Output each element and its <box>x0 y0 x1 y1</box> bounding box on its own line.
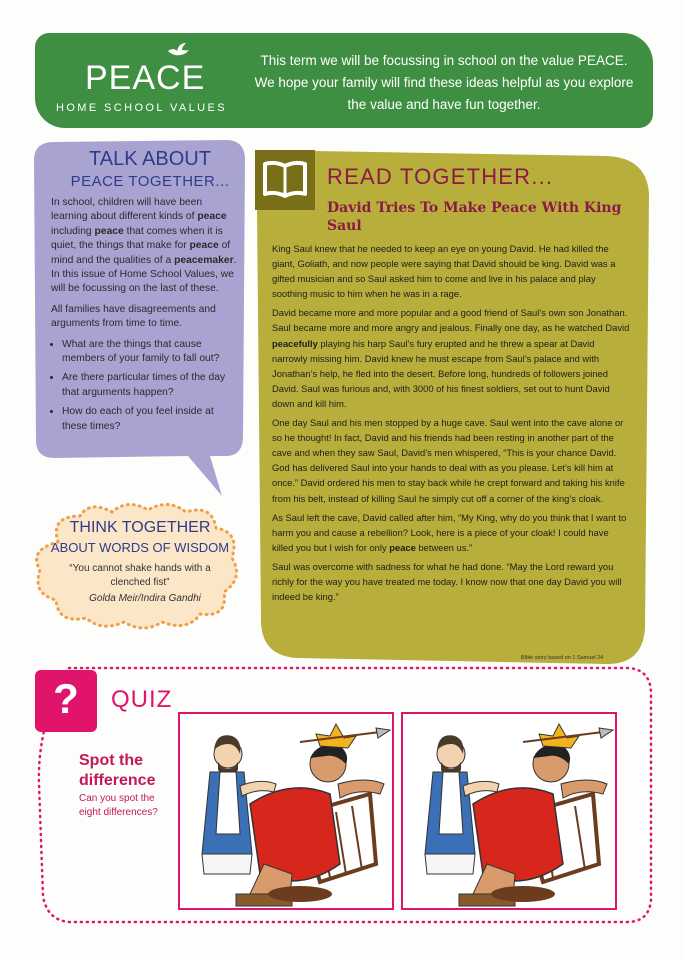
intro-line: the value and have fun together. <box>347 97 541 112</box>
dove-icon <box>166 42 190 58</box>
spot-difference-picture-b[interactable] <box>401 712 617 910</box>
question-list <box>51 338 237 434</box>
talk-paragraph: In school, children will have been learning about different kinds of peace including peace that comes when it is quiet, the things that make for peace of mind and the qualities of a peacemaker. In this issue of Home School Values, we will be focussing on the last of these. <box>51 197 237 295</box>
talk-paragraph: All families have disagreements and arguments from time to time. <box>51 303 216 330</box>
list-item: • What are the things that cause members of your family to fall out? <box>62 338 237 367</box>
quote-attribution: Golda Meir/Indira Gandhi <box>89 593 201 604</box>
list-item: • Are there particular times of the day that arguments happen? <box>62 371 237 400</box>
wisdom-quote: “You cannot shake hands with a clenched fist” <box>69 563 211 588</box>
story-paragraph: Saul was overcome with sadness for what he had done. “May the Lord reward you richly for the way you have treated me today. I know now that one day David you will indeed be king.” <box>272 560 622 603</box>
story-credit: Bible story based on 1 Samuel 24 <box>521 655 604 661</box>
spot-title: Spot the difference <box>79 752 156 789</box>
talk-heading: TALK ABOUT <box>89 148 211 170</box>
talk-subheading: PEACE TOGETHER... <box>70 173 230 190</box>
quiz-heading: QUIZ <box>111 686 173 713</box>
think-subheading: ABOUT WORDS OF WISDOM <box>50 540 230 555</box>
page-subtitle: HOME SCHOOL VALUES <box>56 102 227 114</box>
list-item: • How do each of you feel inside at these times? <box>62 405 237 434</box>
david-illustration <box>403 714 615 908</box>
question-mark-icon: ? <box>53 675 79 722</box>
story-title: David Tries To Make Peace With King Saul <box>327 200 622 234</box>
story-paragraph: One day Saul and his men stopped by a huge cave. Saul went into the cave alone or so he thought! In fact, David and his friends had been resting in another part of the cave and when they saw Saul, David’s men whispered, “This is your chance David. God has delivered Saul into your hands to deal with as you please. Let’s kill him at once.” David ordered his men to stay back while he crept forward and taking his knife from his belt, instead of killing Saul he simply cut off a corner of the king’s cloak. <box>272 417 625 504</box>
talk-body <box>51 196 237 439</box>
story-paragraph: As Saul left the cave, David called after him, “My King, why do you think that I want to harm you and cause a rebellion? Look, here is a piece of your cloak! I could have killed you but I wish for only peace between us.” <box>272 511 627 553</box>
story-paragraph: King Saul knew that he needed to keep an eye on young David. He had killed the giant, Goliath, and now people were saying that David should be king. David was a gifted musician and so Saul asked him to come and live in his palace and play soothing music to him when he was in a rage. <box>272 243 616 300</box>
page-title: PEACE <box>85 59 206 97</box>
king-saul-illustration <box>180 714 392 908</box>
intro-line: We hope your family will find these ideas helpful as you explore <box>254 75 634 90</box>
book-icon <box>261 158 309 202</box>
story-paragraph: David became more and more popular and a good friend of Saul’s own son Jonathan. Saul became more and more angry and jealous. Finally one day, as he watched David peacefully playing his harp Saul’s fury erupted and he threw a spear at David narrowly missing him. David knew he must escape from Saul’s palace and with Jonathan’s help, he fled into the desert. Before long, hundreds of followers joined David. Saul was furious and, with 3000 of his finest soldiers, set out to hunt David down and kill him. <box>272 307 630 409</box>
read-heading: READ TOGETHER... <box>327 164 554 189</box>
think-heading: THINK TOGETHER <box>69 519 211 536</box>
story-text <box>272 241 632 608</box>
intro-line: This term we will be focussing in school on the value PEACE. <box>260 53 628 68</box>
intro-text <box>244 50 644 116</box>
spot-subtitle: Can you spot the eight differences? <box>79 793 158 818</box>
spot-difference-picture-a[interactable] <box>178 712 394 910</box>
